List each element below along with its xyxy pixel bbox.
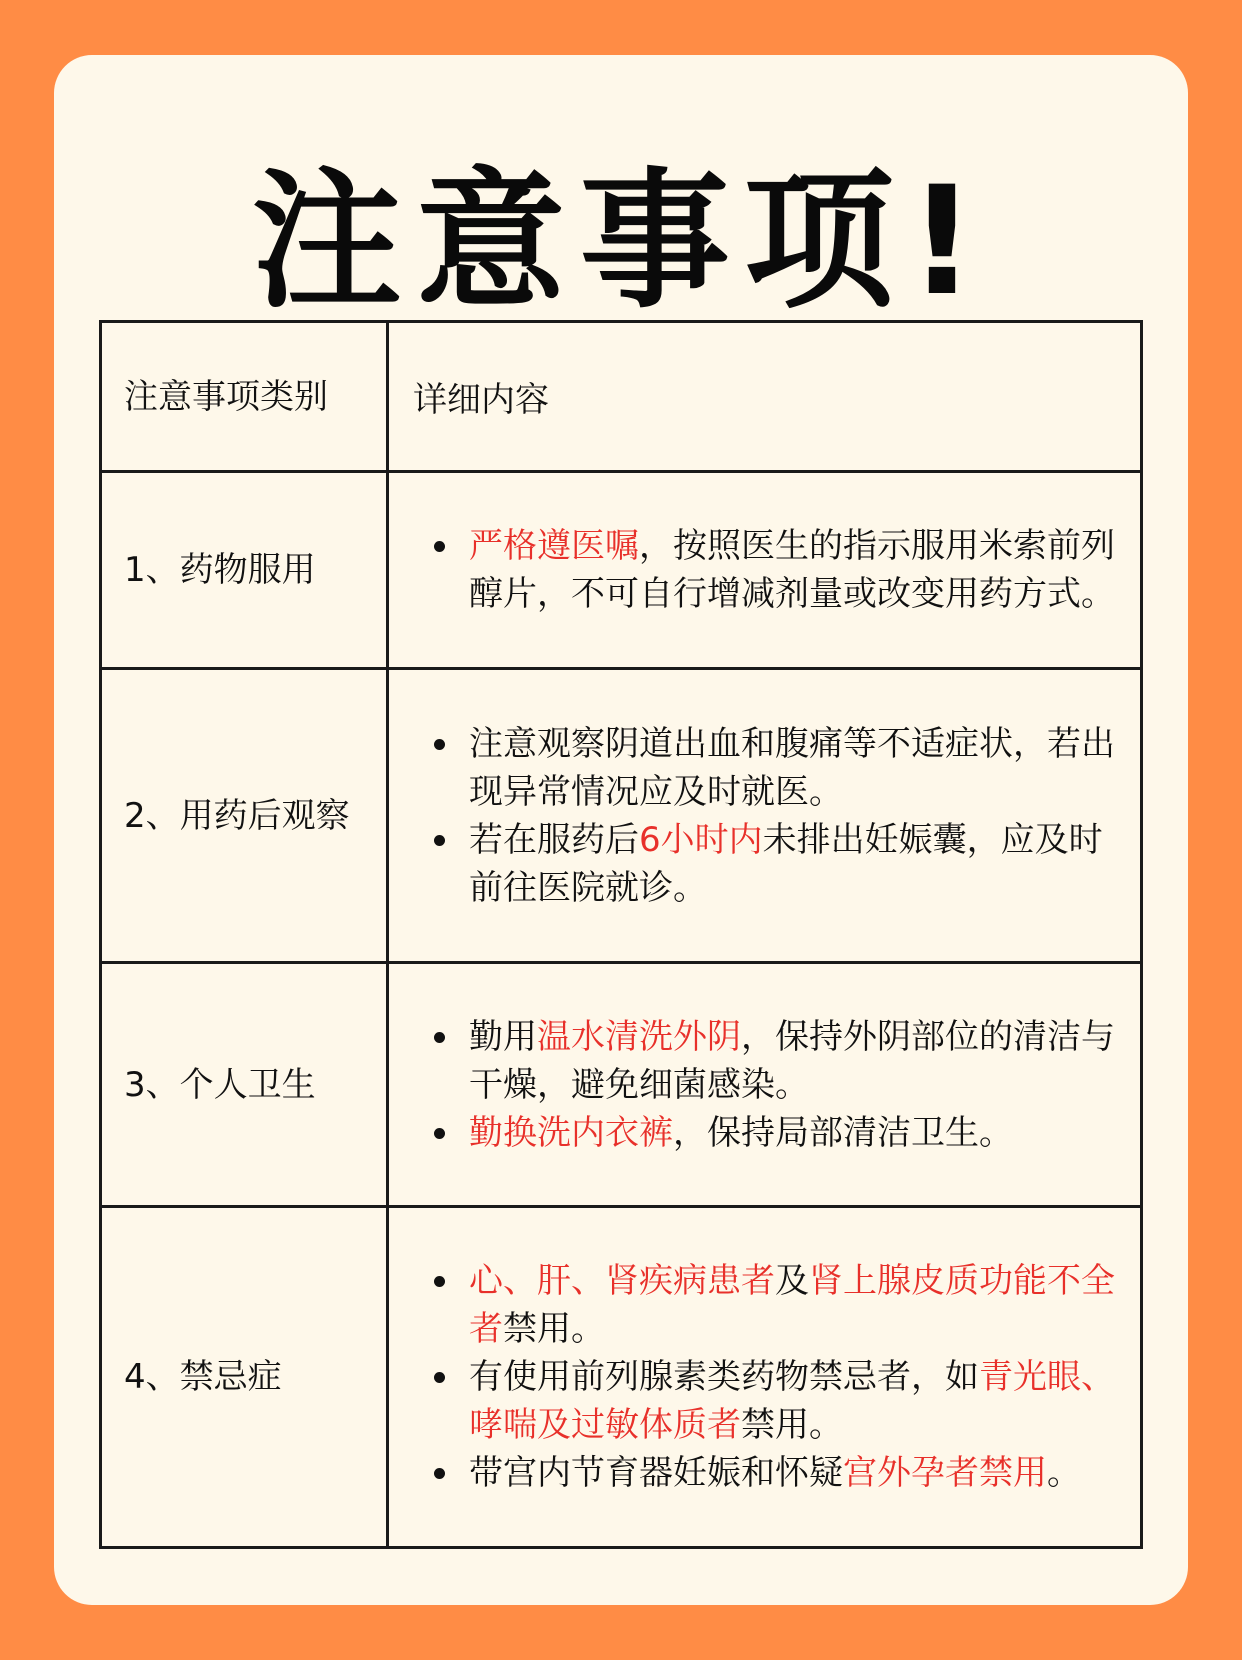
item-text: 。 — [1047, 1453, 1081, 1493]
category-cell: 2、用药后观察 — [101, 669, 388, 963]
category-cell: 4、禁忌症 — [101, 1207, 388, 1548]
list-item — [413, 1013, 1126, 1109]
detail-cell — [388, 472, 1142, 669]
list-item — [413, 816, 1126, 912]
item-text: 禁用。 — [503, 1309, 605, 1349]
bullet-list — [413, 522, 1126, 618]
header-category: 注意事项类别 — [101, 322, 388, 472]
precautions-table — [99, 320, 1143, 1549]
highlight-text: 严格遵医嘱 — [469, 526, 639, 566]
item-text: 勤用 — [469, 1016, 537, 1057]
highlight-text: 勤换洗内衣裤 — [469, 1112, 673, 1153]
highlight-text: 宫外孕者禁用 — [843, 1453, 1047, 1493]
item-text: ，按照医生的指示服用米索前列醇片，不可自行增减剂量或改变用药方式。 — [469, 526, 1115, 614]
detail-cell — [388, 669, 1142, 963]
item-text: 未排出妊娠囊，应及时前往医院就诊。 — [469, 819, 1103, 908]
bullet-icon — [434, 1032, 445, 1043]
list-item — [413, 1353, 1126, 1449]
bullet-icon — [434, 739, 445, 750]
bullet-icon — [434, 1128, 445, 1139]
table-row — [101, 1207, 1142, 1548]
highlight-text: 心、肝、肾疾病患者 — [469, 1261, 775, 1301]
item-text: 禁用。 — [741, 1405, 843, 1445]
list-item — [413, 1449, 1126, 1497]
detail-cell — [388, 963, 1142, 1207]
bullet-icon — [434, 1468, 445, 1479]
item-text: 若在服药后 — [469, 819, 639, 860]
item-text: 带宫内节育器妊娠和怀疑 — [469, 1453, 843, 1493]
highlight-text: 肾上腺皮质功能不全者 — [469, 1261, 1115, 1349]
highlight-text: 青光眼、哮喘及过敏体质者 — [469, 1357, 1115, 1445]
item-text: 及 — [775, 1261, 809, 1301]
item-text: 有使用前列腺素类药物禁忌者，如 — [469, 1357, 979, 1397]
table-row — [101, 963, 1142, 1207]
list-item — [413, 1109, 1126, 1157]
table-header-row — [101, 322, 1142, 472]
item-text: 注意观察阴道出血和腹痛等不适症状，若出现异常情况应及时就医。 — [469, 723, 1115, 812]
bullet-icon — [434, 835, 445, 846]
highlight-text: 6小时内 — [639, 819, 763, 860]
list-item — [413, 720, 1126, 816]
content-card — [54, 55, 1188, 1605]
item-text: ，保持外阴部位的清洁与干燥，避免细菌感染。 — [469, 1016, 1115, 1105]
bullet-list — [413, 1013, 1126, 1157]
bullet-icon — [434, 1276, 445, 1287]
list-item — [413, 522, 1126, 618]
page-title: 注意事项! — [251, 155, 991, 329]
bullet-icon — [434, 1372, 445, 1383]
bullet-list — [413, 1257, 1126, 1497]
highlight-text: 温水清洗外阴 — [537, 1016, 741, 1057]
header-details: 详细内容 — [388, 322, 1142, 472]
category-cell: 1、药物服用 — [101, 472, 388, 669]
detail-cell — [388, 1207, 1142, 1548]
category-cell: 3、个人卫生 — [101, 963, 388, 1207]
bullet-list — [413, 720, 1126, 912]
table-row — [101, 669, 1142, 963]
table-row — [101, 472, 1142, 669]
item-text: ，保持局部清洁卫生。 — [673, 1112, 1013, 1153]
bullet-icon — [434, 541, 445, 552]
list-item — [413, 1257, 1126, 1353]
